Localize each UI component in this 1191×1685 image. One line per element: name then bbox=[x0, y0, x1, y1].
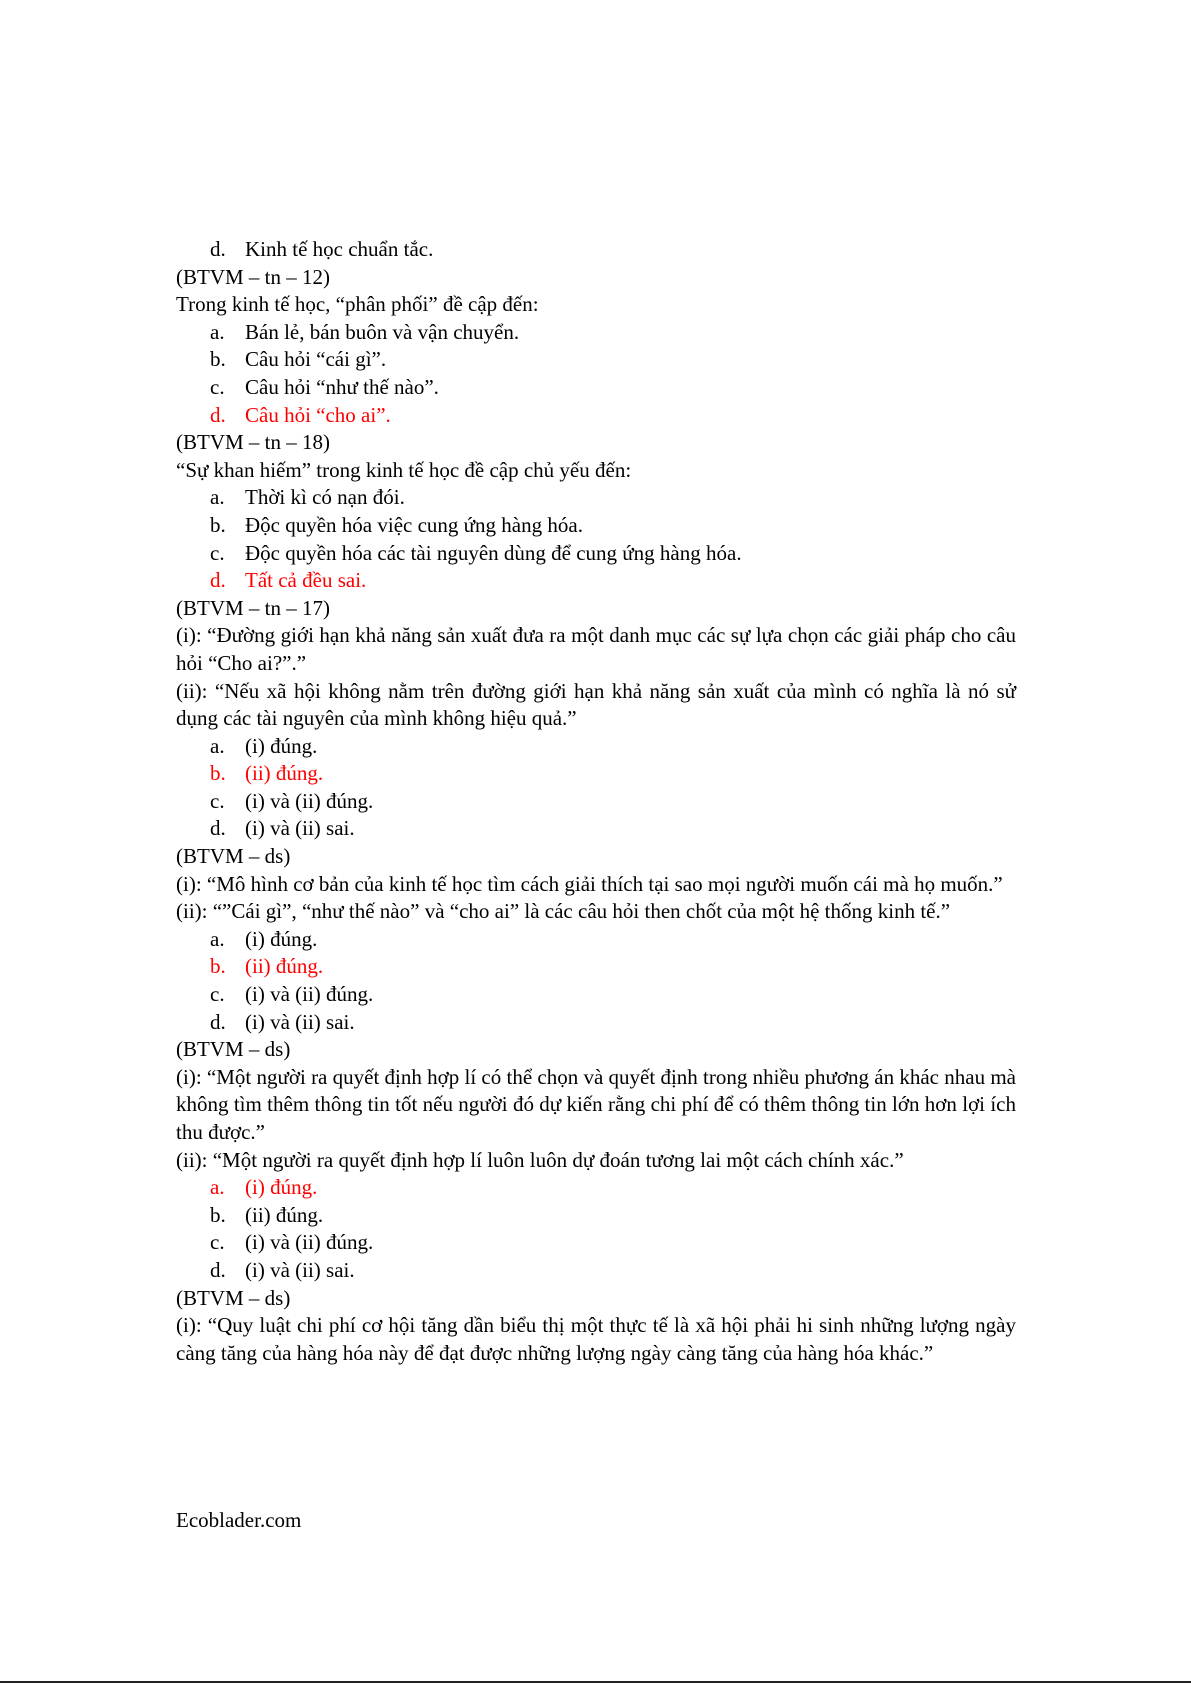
footer-site: Ecoblader.com bbox=[176, 1508, 302, 1532]
statement-text: (i): “Đường giới hạn khả năng sản xuất đưa ra một danh mục các sự lựa chọn các giải pháp cho câu hỏi “Cho ai?”.” bbox=[176, 623, 1016, 675]
question-source-tag: (BTVM – tn – 12) bbox=[176, 264, 330, 289]
option-item bbox=[176, 484, 1016, 512]
question-source-tag: (BTVM – ds) bbox=[176, 1285, 291, 1310]
option-text: Câu hỏi “cái gì”. bbox=[245, 347, 387, 372]
option-item bbox=[176, 1229, 1016, 1257]
option-text: (ii) đúng. bbox=[245, 954, 324, 979]
option-text: Bán lẻ, bán buôn và vận chuyển. bbox=[245, 319, 520, 344]
option-item bbox=[176, 374, 1016, 402]
option-letter: c. bbox=[210, 1230, 225, 1255]
option-item bbox=[176, 512, 1016, 540]
option-item bbox=[176, 1257, 1016, 1285]
option-letter: b. bbox=[210, 347, 226, 372]
option-text: (i) và (ii) sai. bbox=[245, 1009, 355, 1034]
option-item bbox=[176, 926, 1016, 954]
answer-option bbox=[176, 953, 1016, 981]
answer-option bbox=[176, 760, 1016, 788]
option-text: Kinh tế học chuẩn tắc. bbox=[245, 237, 434, 261]
question-source-tag: (BTVM – tn – 18) bbox=[176, 430, 330, 455]
question-text: Trong kinh tế học, “phân phối” đề cập đến: bbox=[176, 292, 539, 317]
statement-text: (ii): “Nếu xã hội không nằm trên đường giới hạn khả năng sản xuất của mình có nghĩa là nó sử dụng các tài nguyên của mình không hiệu quả.” bbox=[176, 678, 1016, 731]
statement-text: (i): “Mô hình cơ bản của kinh tế học tìm cách giải thích tại sao mọi người muốn cái mà họ muốn.” bbox=[176, 871, 1003, 896]
answer-option bbox=[176, 402, 1016, 430]
option-letter: d. bbox=[210, 402, 226, 427]
statement-text: (ii): “”Cái gì”, “như thế nào” và “cho ai” là các câu hỏi then chốt của một hệ thống kinh tế.” bbox=[176, 899, 951, 924]
option-text: (i) và (ii) sai. bbox=[245, 1257, 355, 1282]
option-text: (ii) đúng. bbox=[245, 761, 324, 786]
option-text: (i) và (ii) đúng. bbox=[245, 788, 374, 813]
option-letter: c. bbox=[210, 540, 225, 565]
option-item bbox=[176, 540, 1016, 568]
option-text: Câu hỏi “như thế nào”. bbox=[245, 374, 439, 399]
document-body bbox=[176, 236, 1016, 1367]
option-letter: b. bbox=[210, 761, 226, 786]
option-letter: d. bbox=[210, 1257, 226, 1282]
option-item bbox=[176, 815, 1016, 843]
option-text: (ii) đúng. bbox=[245, 1202, 324, 1227]
statement-text: (ii): “Một người ra quyết định hợp lí luôn luôn dự đoán tương lai một cách chính xác.” bbox=[176, 1147, 904, 1172]
option-item bbox=[176, 1009, 1016, 1037]
option-text: (i) đúng. bbox=[245, 733, 318, 758]
option-letter: a. bbox=[210, 1175, 225, 1200]
option-letter: c. bbox=[210, 982, 225, 1007]
option-letter: a. bbox=[210, 319, 225, 344]
option-text: Câu hỏi “cho ai”. bbox=[245, 402, 391, 427]
answer-option bbox=[176, 1174, 1016, 1202]
question-source-tag: (BTVM – ds) bbox=[176, 1037, 291, 1062]
option-letter: b. bbox=[210, 512, 226, 537]
option-letter: b. bbox=[210, 954, 226, 979]
option-letter: a. bbox=[210, 926, 225, 951]
question-source-tag: (BTVM – ds) bbox=[176, 844, 291, 869]
option-letter: a. bbox=[210, 485, 225, 510]
option-letter: d. bbox=[210, 237, 226, 261]
option-letter: d. bbox=[210, 1009, 226, 1034]
question-source-tag: (BTVM – tn – 17) bbox=[176, 595, 330, 620]
statement-text: (i): “Quy luật chi phí cơ hội tăng dần biểu thị một thực tế là xã hội phải hi sinh những lượng ngày càng tăng của hàng hóa này để đạt được những lượng ngày càng tăng của hàng hóa khác.” bbox=[176, 1313, 1016, 1365]
option-letter: b. bbox=[210, 1202, 226, 1227]
option-letter: c. bbox=[210, 374, 225, 399]
option-item bbox=[176, 981, 1016, 1009]
option-text: Tất cả đều sai. bbox=[245, 568, 367, 593]
option-letter: d. bbox=[210, 568, 226, 593]
question-text: “Sự khan hiếm” trong kinh tế học đề cập chủ yếu đến: bbox=[176, 457, 632, 482]
option-item bbox=[176, 733, 1016, 761]
option-text: Độc quyền hóa việc cung ứng hàng hóa. bbox=[245, 512, 583, 537]
option-text: (i) và (ii) đúng. bbox=[245, 982, 374, 1007]
option-item bbox=[176, 236, 1016, 264]
option-item bbox=[176, 346, 1016, 374]
statement-text: (i): “Một người ra quyết định hợp lí có thể chọn và quyết định trong nhiều phương án khác nhau mà không tìm thêm thông tin tốt nếu người đó dự kiến rằng chi phí để có thêm thông tin lớn hơn lợi ích thu được.” bbox=[176, 1064, 1016, 1144]
option-text: (i) và (ii) đúng. bbox=[245, 1230, 374, 1255]
option-text: (i) và (ii) sai. bbox=[245, 816, 355, 841]
option-text: (i) đúng. bbox=[245, 926, 318, 951]
option-item bbox=[176, 788, 1016, 816]
answer-option bbox=[176, 567, 1016, 595]
option-item bbox=[176, 1202, 1016, 1230]
page-bottom-rule bbox=[0, 1681, 1191, 1683]
option-item bbox=[176, 319, 1016, 347]
option-text: Độc quyền hóa các tài nguyên dùng để cung ứng hàng hóa. bbox=[245, 540, 742, 565]
option-letter: a. bbox=[210, 733, 225, 758]
option-letter: c. bbox=[210, 788, 225, 813]
option-letter: d. bbox=[210, 816, 226, 841]
option-text: (i) đúng. bbox=[245, 1175, 318, 1200]
option-text: Thời kì có nạn đói. bbox=[245, 485, 405, 510]
